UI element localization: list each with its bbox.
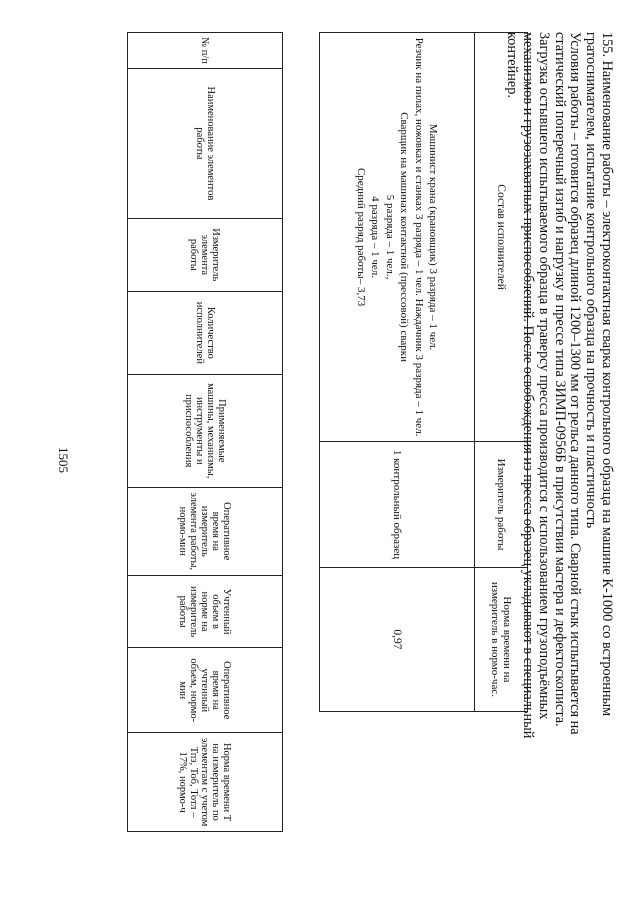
col-element-measure: Измеритель элемента работы bbox=[128, 218, 283, 291]
header-line-6: механизмов и грузозахватных приспособлений. После освобождения из пресса образец укладывают в специальный bbox=[520, 32, 537, 739]
staff-composition bbox=[320, 33, 475, 442]
staff-line-1: Машинист крана (крановщик) 3 разряда – 1 чел. bbox=[427, 123, 440, 351]
header-line-2: гратоснимателем, испытание контрольного образца на прочность и пластичность bbox=[583, 32, 600, 529]
header-line-1: 155. Наименование работы – электроконтактная сварка контрольного образца на машине К-1000 со встроенным bbox=[599, 32, 615, 717]
elements-table bbox=[127, 32, 283, 832]
header-line-7: контейнер. bbox=[504, 32, 521, 98]
staff-line-2: Резчик на пилах, ножовках и станках 3 разряда – 1 чел. Наждачник 3 разряда – 1 чел. bbox=[413, 37, 425, 437]
elements-table-header-row bbox=[128, 33, 283, 832]
header-line-4: статический поперечный изгиб и нагрузку в прессе типа ЗИМП-0956Б в присутствии мастера и дефектоскописта. bbox=[551, 32, 568, 727]
col-accounted-volume: Учтенный объем в норме на измеритель работы bbox=[128, 575, 283, 647]
page-number: 1505 bbox=[56, 447, 71, 473]
header-line-5: Загрузка остывшего испытываемого образца в траверсу пресса производится с использованием грузоподъёмных bbox=[535, 32, 552, 720]
col-operative-time-volume: Оперативное время на учтенный объем, нормо-мин bbox=[128, 648, 283, 733]
col-time-norm: Норма времени Т на измеритель по элементам с учетом Тпз, Тоб, Тотл – 17%, нормо-ч bbox=[128, 733, 283, 832]
staff-table-header-row bbox=[475, 33, 528, 712]
staff-line-5: 4 разряда – 1 чел. bbox=[369, 196, 382, 279]
col-element-name: Наименование элементов работы bbox=[128, 69, 283, 219]
header-line-3: Условия работы – готовится образец длиной 1200–1300 мм от рельса данного типа. Сварной стык испытывается на bbox=[567, 32, 584, 735]
header-measure: Измеритель работы bbox=[475, 442, 528, 568]
col-operative-time: Оперативное время на измеритель элемента работы, нормо-мин bbox=[128, 487, 283, 575]
staff-line-3: Сварщик на машинах контактной (прессовой) сварки bbox=[398, 112, 411, 362]
col-machines: Применяемые машины, механизмы, инструменты и приспособления bbox=[128, 374, 283, 487]
staff-table-row bbox=[320, 33, 475, 712]
header-staff: Состав исполнителей bbox=[475, 33, 528, 442]
header-norm: Норма времени на измеритель в нормо-час. bbox=[475, 567, 528, 711]
staff-line-6: Средний разряд работы– 3,73 bbox=[355, 167, 367, 307]
measure-value: 1 контрольный образец bbox=[320, 442, 475, 568]
col-executors-count: Количество исполнителей bbox=[128, 291, 283, 374]
staff-line-4: 5 разряда – 1 чел., bbox=[384, 194, 396, 280]
rotated-page-content bbox=[20, 22, 640, 827]
staff-table bbox=[319, 32, 528, 712]
col-number: № п/п bbox=[128, 33, 283, 69]
norm-value: 0,97 bbox=[320, 567, 475, 711]
